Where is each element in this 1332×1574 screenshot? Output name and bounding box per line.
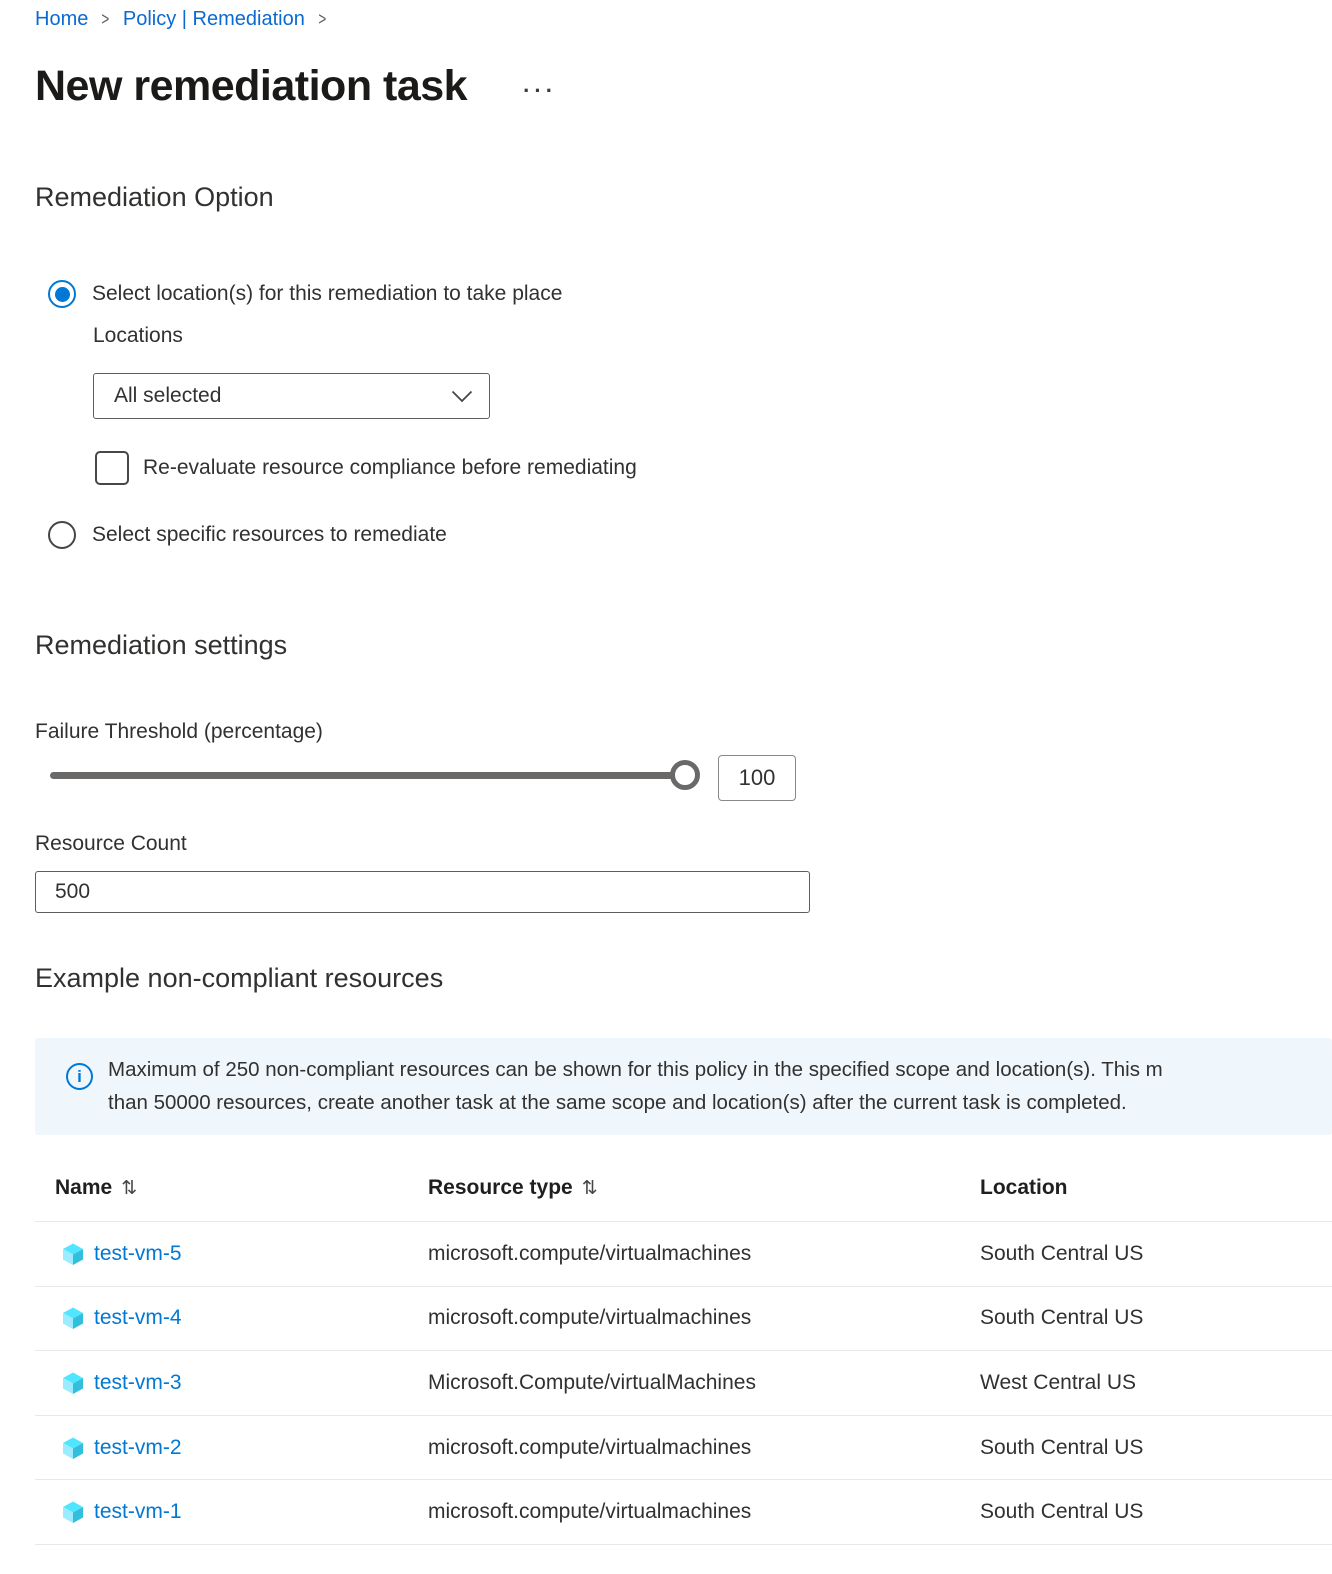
resource-type-cell: microsoft.compute/virtualmachines (428, 1500, 752, 1524)
virtual-machine-icon (61, 1371, 85, 1395)
reevaluate-checkbox-row[interactable] (95, 451, 637, 485)
page-header (35, 60, 557, 112)
locations-label: Locations (93, 324, 183, 347)
virtual-machine-icon (61, 1500, 85, 1524)
failure-threshold-value-input[interactable] (718, 755, 796, 801)
resource-name-link[interactable]: test-vm-4 (94, 1306, 182, 1330)
table-row[interactable] (35, 1222, 1332, 1287)
resource-name-link[interactable]: test-vm-1 (94, 1500, 182, 1524)
resource-name-link[interactable]: test-vm-3 (94, 1370, 182, 1394)
table-row[interactable] (35, 1287, 1332, 1352)
info-banner-text (108, 1053, 1163, 1119)
table-header-row (35, 1155, 1332, 1222)
table-row[interactable] (35, 1416, 1332, 1481)
radio-select-specific-label: Select specific resources to remediate (92, 523, 447, 546)
example-resources-heading: Example non-compliant resources (35, 963, 444, 993)
table-header-location-label: Location (980, 1176, 1068, 1199)
info-banner-line2: than 50000 resources, create another task at the same scope and location(s) after the current task is completed. (108, 1091, 1127, 1114)
resource-name-link[interactable]: test-vm-5 (94, 1241, 182, 1265)
radio-unselected-icon[interactable] (48, 521, 76, 549)
virtual-machine-icon (61, 1436, 85, 1460)
remediation-settings-heading: Remediation settings (35, 630, 288, 660)
resource-type-cell: microsoft.compute/virtualmachines (428, 1306, 752, 1330)
breadcrumb-home-link[interactable]: Home (35, 8, 89, 30)
radio-select-specific[interactable] (48, 521, 447, 549)
chevron-down-icon (451, 390, 473, 403)
breadcrumb (35, 8, 327, 31)
resource-count-label: Resource Count (35, 832, 187, 855)
table-header-resource-type-label: Resource type (428, 1176, 573, 1199)
breadcrumb-policy-remediation-link[interactable]: Policy | Remediation (122, 8, 305, 30)
locations-dropdown[interactable] (93, 373, 490, 419)
resource-type-cell: microsoft.compute/virtualmachines (428, 1435, 752, 1459)
table-row[interactable] (35, 1351, 1332, 1416)
locations-dropdown-value: All selected (114, 384, 222, 407)
resource-count-input[interactable] (35, 871, 810, 913)
resource-location-cell: South Central US (980, 1435, 1144, 1459)
sort-icon[interactable]: ⇅ (581, 1177, 598, 1199)
info-banner-line1: Maximum of 250 non-compliant resources can be shown for this policy in the specified scope and location(s). This m (108, 1058, 1163, 1081)
info-banner (35, 1038, 1332, 1135)
radio-selected-icon[interactable] (48, 280, 76, 308)
chevron-right-icon: > (101, 9, 110, 29)
table-row[interactable] (35, 1480, 1332, 1545)
sort-icon[interactable]: ⇅ (121, 1177, 138, 1199)
resource-location-cell: West Central US (980, 1370, 1136, 1394)
checkbox-unchecked-icon[interactable] (95, 451, 129, 485)
reevaluate-checkbox-label: Re-evaluate resource compliance before remediating (143, 456, 637, 479)
table-header-resource-type[interactable] (428, 1176, 960, 1200)
chevron-right-icon: > (318, 9, 327, 29)
info-icon: i (66, 1063, 93, 1090)
more-options-button[interactable]: ··· (523, 78, 558, 103)
page-title: New remediation task (35, 62, 468, 110)
resource-type-cell: microsoft.compute/virtualmachines (428, 1241, 752, 1265)
table-header-name-label: Name (55, 1176, 113, 1199)
radio-select-locations[interactable] (48, 280, 562, 308)
resource-location-cell: South Central US (980, 1241, 1144, 1265)
resources-table (35, 1155, 1332, 1545)
failure-threshold-slider-thumb[interactable] (670, 760, 700, 790)
table-header-name[interactable] (35, 1176, 428, 1200)
remediation-option-heading: Remediation Option (35, 182, 274, 212)
resource-location-cell: South Central US (980, 1306, 1144, 1330)
failure-threshold-label: Failure Threshold (percentage) (35, 720, 323, 743)
virtual-machine-icon (61, 1242, 85, 1266)
virtual-machine-icon (61, 1306, 85, 1330)
radio-select-locations-label: Select location(s) for this remediation to take place (92, 282, 563, 305)
resource-type-cell: Microsoft.Compute/virtualMachines (428, 1370, 756, 1394)
resource-location-cell: South Central US (980, 1500, 1144, 1524)
failure-threshold-slider-track[interactable] (50, 772, 688, 779)
table-header-location (960, 1176, 1332, 1200)
resource-name-link[interactable]: test-vm-2 (94, 1435, 182, 1459)
